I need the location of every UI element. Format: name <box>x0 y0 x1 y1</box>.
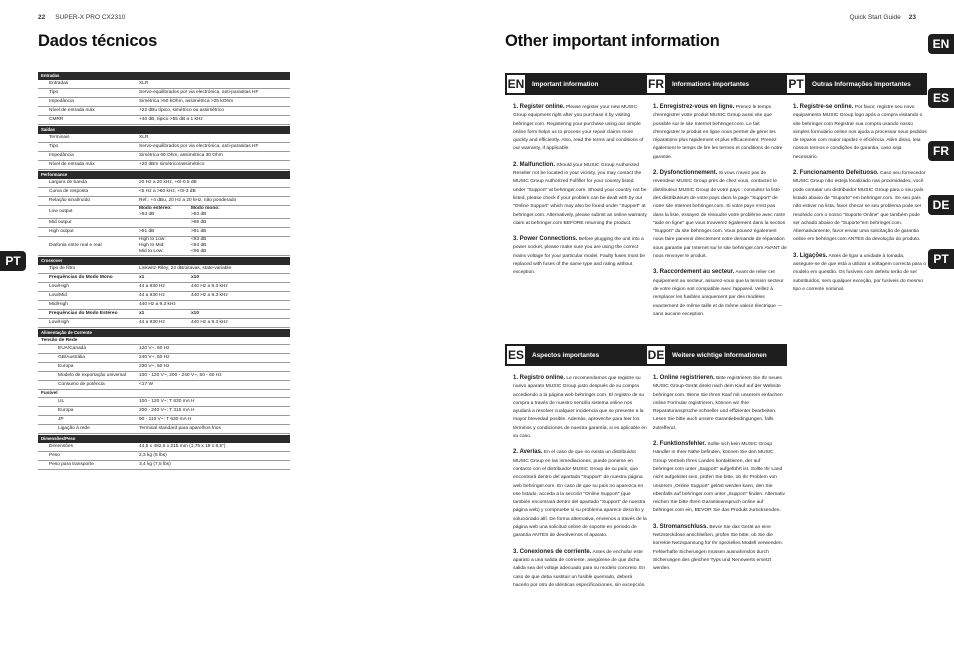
language-tab-fr[interactable]: FR <box>928 141 954 161</box>
spec-table <box>38 71 290 470</box>
row-value <box>139 284 290 290</box>
value-col-1: Mid to Low: <box>139 249 164 254</box>
row-label: Ligação à rede <box>58 426 90 431</box>
table-row <box>38 179 290 188</box>
info-item <box>653 103 787 162</box>
row-label: Nível de entrada máx <box>49 162 95 167</box>
row-label: High output <box>49 229 74 234</box>
item-text: Bitte registrieren Sie Ihr neues MUSIC Group-Gerät direkt nach dem Kauf auf der Website behringer.com. Wenn Sie Ihren Kauf mit unserem einfachen online Formular registrieren, können wir Ihre Reparaturansprüche schneller und effizienter bearbeiten. Lesen Sie bitte auch unsere Garantiebedingungen, falls zutreffend. <box>653 376 783 431</box>
table-row <box>38 265 290 274</box>
table-row <box>38 228 290 237</box>
value-col-2: x10 <box>191 275 200 280</box>
block-header <box>645 73 787 95</box>
row-label: Tipo <box>49 144 59 149</box>
row-label: Low/High <box>49 320 69 325</box>
value-col-2: x10 <box>191 311 200 316</box>
value-line <box>139 229 290 235</box>
language-code-badge: ES <box>505 344 527 366</box>
item-heading: 3. Ligações. <box>793 252 828 259</box>
info-item <box>793 103 927 162</box>
table-row <box>38 237 290 256</box>
row-value: 120 V~, 60 Hz <box>139 346 170 351</box>
row-label: Mid output <box>49 220 72 225</box>
section-header: Saídas <box>38 126 290 134</box>
row-value: +22 dBu típico, simétrico ou assimétrico <box>139 108 224 113</box>
row-value: 90 - 110 V~: T 630 mA H <box>139 417 192 422</box>
item-heading: 3. Conexiones de corriente. <box>513 548 592 555</box>
value-col-1: >91 dB <box>139 229 155 234</box>
value-col-1: 440 Hz a 9.3 kHz <box>139 302 176 307</box>
item-heading: 3. Stromanschluss. <box>653 523 709 530</box>
table-row <box>38 363 290 372</box>
item-text: Antes de enchufar este aparato a una salida de corriente, asegúrese de que dicha salida sea del voltaje adecuado para su modelo concreto. En caso de que deba sustituir un fusible quemado, deberá hacerlo por otro de idénticas especificaciones, sin excepción. <box>513 549 646 588</box>
info-item <box>793 169 927 245</box>
table-row <box>38 416 290 425</box>
row-value: Linkwitz-Riley, 24 dB/oitavas, state-variable <box>139 266 232 271</box>
table-row <box>38 152 290 161</box>
info-item <box>513 448 647 540</box>
block-title: Important information <box>532 80 599 88</box>
item-heading: 2. Averías. <box>513 449 543 456</box>
language-code-badge: FR <box>645 73 667 95</box>
item-heading: 2. Funcionamento Defeituoso. <box>793 170 879 177</box>
row-value: +40 dB, típico >55 dB a 1 kHz <box>139 117 203 122</box>
table-row <box>38 206 290 219</box>
info-item <box>653 268 787 319</box>
section-header: Entradas <box>38 72 290 80</box>
value-line <box>139 220 290 226</box>
table-row <box>38 292 290 301</box>
value-col-1: >93 dB <box>139 212 155 217</box>
value-col-2: 440 Hz a 9.3 kHz <box>191 293 228 298</box>
row-value: XLR <box>139 81 149 86</box>
subsection-header: Tensão de Rede <box>38 337 290 345</box>
row-label: JP <box>58 417 64 422</box>
table-row <box>38 381 290 390</box>
info-item <box>513 235 647 277</box>
language-code-badge: EN <box>505 73 527 95</box>
value-col-2: <93 dB <box>191 237 207 242</box>
row-label: Frequências do Modo Mono <box>49 275 113 280</box>
row-label: Low/High <box>49 284 69 289</box>
info-item <box>513 374 647 441</box>
item-text: Please register your new MUSIC Group equipment right after you purchase it by visiting behringer.com. Registering your purchase using our simple online form helps us to process your repair claims more quickly and efficiently. Also, read the terms and conditions of our warranty, if applicable. <box>513 105 644 152</box>
row-value: Simétrica 60 Ohm, assimétrica 30 Ohm <box>139 153 223 158</box>
value-col-2: Modo mono: <box>191 206 220 211</box>
row-value <box>139 206 290 218</box>
info-block-en <box>505 73 647 285</box>
row-label: UL <box>58 399 65 404</box>
section-header: Dimensões/Peso <box>38 435 290 443</box>
block-header <box>645 344 787 366</box>
row-label: Europa <box>58 364 74 369</box>
block-header <box>505 73 647 95</box>
page-title: Other important information <box>505 32 720 50</box>
row-value <box>139 311 290 317</box>
row-label: Terminais <box>49 135 70 140</box>
row-value: Servo-equilibrados por via electrónica, anti-parasitas HF <box>139 90 259 95</box>
left-header <box>38 14 125 21</box>
section-header: Crossover <box>38 257 290 265</box>
block-header <box>505 344 647 366</box>
row-label: Consumo de potência <box>58 382 105 387</box>
item-text: Bevor Sie das Gerät an eine Netzsteckdose anschließen, prüfen Sie bitte, ob Sie die korrekte Netzspannung für Ihr spezielles Modell verwenden. Fehlerhafte Sicherungen müssen ausnahmslos durch Sicherungen des gleichen Typs und Nennwerts ersetzt werden. <box>653 524 783 572</box>
row-value <box>139 229 290 235</box>
row-value <box>139 320 290 326</box>
info-block-fr <box>645 73 787 326</box>
row-label: Peso <box>49 453 60 458</box>
language-tab-de[interactable]: DE <box>928 195 954 215</box>
value-col-1: x1 <box>139 311 145 316</box>
value-col-1: 44 a 930 Hz <box>139 284 165 289</box>
item-text: Prenez le temps d'enregistrer votre produit MUSIC Group aussi vite que possible sur le site Internet behringer.com. Le fait d'enregistrer le produit en ligne nous permet de gérer les réparations plus rapidement et plus efficacement. Prenez également le temps de lire les termes et conditions de notre garantie. <box>653 105 783 160</box>
product-name: SUPER-X PRO CX2310 <box>55 14 126 21</box>
row-value: Servo-equilibrados por via electrónica, anti-parasitas HF <box>139 144 259 149</box>
item-text: Avant de relier cet équipement au secteur, assurez-vous que la tension secteur de votre région soit compatible avec l'appareil. Veillez à remplacer les fusibles uniquement par des modèles exactement de même taille et de même valeur électrique — sans aucune exception. <box>653 270 784 317</box>
page-number: 23 <box>908 14 916 21</box>
section-header: Performance <box>38 171 290 179</box>
row-label: Largura de banda <box>49 180 87 185</box>
item-heading: 3. Raccordement au secteur. <box>653 269 735 276</box>
row-value <box>139 275 290 281</box>
item-heading: 2. Malfunction. <box>513 161 555 168</box>
item-text: Si vous n'avez pas de revendeur MUSIC Group près de chez vous, contactez le distributeur MUSIC Group de votre pays : consultez la liste des distributeurs de votre pays dans la page "Support" de notre site Internet behringer.com. Si votre pays n'est pas dans la liste, essayez de résoudre votre problème avec notre "aide en ligne" que vous trouverez également dans la section "Support" du site behringer.com. Vous pouvez également nous faire parvenir directement votre demande de réparation sous garantie par Internet sur le site behringer.com AVANT de nous renvoyer le produit. <box>653 171 787 260</box>
table-row <box>38 425 290 434</box>
language-code-badge: DE <box>645 344 667 366</box>
language-tab-pt[interactable]: PT <box>0 251 26 271</box>
value-col-1: High to Mid: <box>139 243 165 248</box>
row-value <box>139 220 290 226</box>
section-header: Alimentação de Corrente <box>38 329 290 337</box>
row-value <box>139 237 290 255</box>
table-row <box>38 354 290 363</box>
item-text: En el caso de que no exista un distribuidor MUSIC Group en las inmediaciones, puede ponerse en contacto con el distribuidor MUSIC Group de su país, que encontrará dentro del apartado "Support" de nuestra página web behringer.com. En caso de que su país no aparezca en ese listado, acceda a la sección "Online Support" (que también encontrará dentro del apartado "Support" de nuestra página web) y compruebe si su problema aparece descrito y solucionado allí. De forma alternativa, envíenos a través de la página web una solicitud online de soporte en periodo de garantía ANTES de devolvernos el aparato. <box>513 450 647 539</box>
value-col-1: x1 <box>139 275 145 280</box>
table-row <box>38 98 290 107</box>
table-row <box>38 134 290 143</box>
row-label: CMRR <box>49 117 64 122</box>
row-value: <5 Hz a >60 kHz, +0/-3 dB <box>139 189 196 194</box>
info-item <box>653 169 787 261</box>
info-item <box>513 161 647 228</box>
value-col-2: 440 Hz a 9.3 kHz <box>191 320 228 325</box>
value-col-1: Modo estéreo: <box>139 206 172 211</box>
item-heading: 1. Online registrieren. <box>653 375 715 381</box>
info-item <box>513 548 647 590</box>
table-row <box>38 274 290 283</box>
row-label: Europa <box>58 408 74 413</box>
item-heading: 1. Enregistrez-vous en ligne. <box>653 104 735 110</box>
subsection-header: Fusível <box>38 390 290 398</box>
value-line <box>139 212 290 218</box>
row-value: 200 - 240 V~: T 315 mA H <box>139 408 195 413</box>
row-label: Low/Mid <box>49 293 67 298</box>
row-value <box>139 293 290 299</box>
value-col-2: 440 Hz a 9.3 kHz <box>191 284 228 289</box>
table-row <box>38 407 290 416</box>
row-label: Dimensões <box>49 444 73 449</box>
info-block-de <box>645 344 787 581</box>
table-row <box>38 319 290 328</box>
table-row <box>38 301 290 310</box>
item-heading: 1. Register online. <box>513 104 565 110</box>
row-value: Ref.: +4 dBu, 20 Hz a 20 kHz, não ponderado <box>139 198 237 203</box>
item-heading: 2. Dysfonctionnement. <box>653 170 718 177</box>
value-col-2: <94 dB <box>191 243 207 248</box>
table-row <box>38 345 290 354</box>
table-row <box>38 161 290 170</box>
value-col-2: <95 dB <box>191 249 207 254</box>
item-heading: 1. Registro online. <box>513 375 566 381</box>
table-row <box>38 89 290 98</box>
row-label: Peso para transporte <box>49 462 94 467</box>
row-label: Impedância <box>49 153 74 158</box>
value-col-1: High to Low: <box>139 237 166 242</box>
row-label: Modelo de exportação universal <box>58 373 126 378</box>
table-row <box>38 143 290 152</box>
info-block-pt <box>785 73 927 301</box>
row-label: Curva de resposta <box>49 189 89 194</box>
right-page <box>477 0 954 648</box>
item-heading: 2. Funktionsfehler. <box>653 441 707 448</box>
page-number: 22 <box>38 14 46 21</box>
value-col-1: 44 a 930 Hz <box>139 320 165 325</box>
row-value: 3,4 kg (7,5 lbs) <box>139 462 171 467</box>
value-col-1: 44 a 930 Hz <box>139 293 165 298</box>
right-header <box>849 14 916 21</box>
table-row <box>38 372 290 381</box>
table-row <box>38 398 290 407</box>
table-row <box>38 310 290 319</box>
page-title: Dados técnicos <box>38 32 158 50</box>
guide-name: Quick Start Guide <box>849 14 901 21</box>
info-item <box>513 103 647 154</box>
table-row <box>38 452 290 461</box>
row-label: Diafonia entre real e real <box>49 243 102 248</box>
row-value: XLR <box>139 135 149 140</box>
row-label: EUA/Canadá <box>58 346 86 351</box>
item-text: Before plugging the unit into a power socket, please make sure you are using the correct mains voltage for your particular model. Faulty fuses must be replaced with fuses of the same type and rating without exception. <box>513 237 646 276</box>
row-value: 100 - 120 V~, 200 - 240 V~, 50 - 60 Hz <box>139 373 222 378</box>
language-code-badge: PT <box>785 73 807 95</box>
item-text: Por favor, registre seu novo equipamento MUSIC Group logo após a compra visitando o site behringer.com Registrar sua compra usando nosso simples formulário online nos ajuda a processar seus pedidos de reparos com maior rapidez e eficiência. Além disso, leia nossos termos e condições de garantia, caso seja necessário. <box>793 105 927 160</box>
block-title: Weitere wichtige Informationen <box>672 351 767 359</box>
table-row <box>38 219 290 228</box>
language-tab-pt[interactable]: PT <box>928 249 954 269</box>
item-text: Antes de ligar a unidade à tomada, assegure-se de que está a utilizar a voltagem correcta para o modelo em questão. Os fusíveis com defeito terão de ser substituídos, sem qualquer exceção, por fusíveis do mesmo tipo e corrente nominal. <box>793 253 926 292</box>
table-row <box>38 461 290 470</box>
row-label: Low output <box>49 209 73 214</box>
info-block-es <box>505 344 647 597</box>
row-label: Mid/High <box>49 302 68 307</box>
table-row <box>38 197 290 206</box>
row-value: 230 V~, 50 Hz <box>139 364 170 369</box>
table-row <box>38 80 290 89</box>
table-row <box>38 116 290 125</box>
row-value: 20 Hz a 20 kHz, +0/-0.5 dB <box>139 180 197 185</box>
table-row <box>38 443 290 452</box>
language-tab-en[interactable]: EN <box>928 34 954 54</box>
row-value: Simétrica >50 kOhm, assimétrica >25 kOhm <box>139 99 234 104</box>
row-label: Nível de entrada máx <box>49 108 95 113</box>
value-line <box>139 249 290 255</box>
row-label: Frequências do Modo Estéreo <box>49 311 118 316</box>
info-item <box>653 374 787 433</box>
language-tab-es[interactable]: ES <box>928 88 954 108</box>
item-heading: 3. Power Connections. <box>513 236 578 243</box>
table-row <box>38 283 290 292</box>
item-heading: 1. Registre-se online. <box>793 104 854 110</box>
block-title: Outras Informações Importantes <box>812 80 911 88</box>
row-value: <17 W <box>139 382 153 387</box>
value-col-2: >95 dB <box>191 220 207 225</box>
row-value: Terminal standard para aparelhos frios <box>139 426 221 431</box>
value-col-2: >93 dB <box>191 212 207 217</box>
row-label: Impedância <box>49 99 74 104</box>
item-text: Caso seu fornecedor MUSIC Group não esteja localizado nas proximidades, você pode contatar um distribuidor MUSIC Group para o seu país listado abaixo de "Suporte" em behringer.com. Se seu país não estiver na lista, favor checar se seu problema pode ser resolvido com o nosso "Suporte Online" que também pode ser achado abaixo de "Suporte"em behringer.com. Alternativamente, favor enviar uma solicitação de garantia online em behringer.com ANTES da devolução do produto. <box>793 171 926 243</box>
row-value: 2,3 kg (5 lbs) <box>139 453 167 458</box>
row-value: +20 dBm simétrico/assimétrico <box>139 162 205 167</box>
item-text: Le recomendamos que registre su nuevo aparato MUSIC Group justo después de su compra accediendo a la página web behringer.com. El registro de su compra a través de nuestro sencillo sistema online nos ayudará a resolver cualquier incidencia que se presente a la mayor brevedad posible. Además, aproveche para leer los términos y condiciones de nuestra garantía, si es aplicable en su caso. <box>513 376 647 440</box>
row-value <box>139 302 290 308</box>
table-row <box>38 107 290 116</box>
info-item <box>653 440 787 516</box>
row-value: 100 - 120 V~: T 630 mA H <box>139 399 195 404</box>
row-value: 44,5 x 482,6 x 215 mm (1,75 x 19 x 8,5") <box>139 444 226 449</box>
row-value: 240 V~, 50 Hz <box>139 355 170 360</box>
info-item <box>793 252 927 294</box>
value-col-2: >91 dB <box>191 229 207 234</box>
item-text: Sollte sich kein MUSIC Group Händler in Ihrer Nähe befinden, können Sie den MUSIC Group Vertrieb Ihres Landes kontaktieren, der auf behringer.com unter „Support" aufgeführt ist. Sollte Ihr Land nicht aufgelistet sein, prüfen Sie bitte, ob Ihr Problem von unserem „Online Support" gelöst werden kann, den Sie ebenfalls auf behringer.com unter „Support" finden. Alternativ reichen Sie bitte Ihren Garantieanspruch online auf behringer.com ein, BEVOR Sie das Produkt zurücksenden. <box>653 442 785 514</box>
row-label: Entradas <box>49 81 69 86</box>
table-row <box>38 188 290 197</box>
info-item <box>653 523 787 574</box>
block-header <box>785 73 927 95</box>
row-label: Relação sinal/ruído <box>49 198 91 203</box>
block-title: Informations importantes <box>672 80 750 88</box>
row-label: GB/Austrália <box>58 355 85 360</box>
row-label: Tipo de filtro <box>49 266 76 271</box>
row-label: Tipo <box>49 90 59 95</box>
block-title: Aspectos importantes <box>532 351 600 359</box>
item-text: Should your MUSIC Group Authorized Reseller not be located in your vicinity, you may contact the MUSIC Group Authorized Fulfiller for your country listed under "Support" at behringer.com. Should your country not be listed, please check if your problem can be dealt with by our "Online Support" which may also be found under "Support" at behringer.com. Alternatively, please submit an online warranty claim at behringer.com BEFORE returning the product. <box>513 162 647 226</box>
